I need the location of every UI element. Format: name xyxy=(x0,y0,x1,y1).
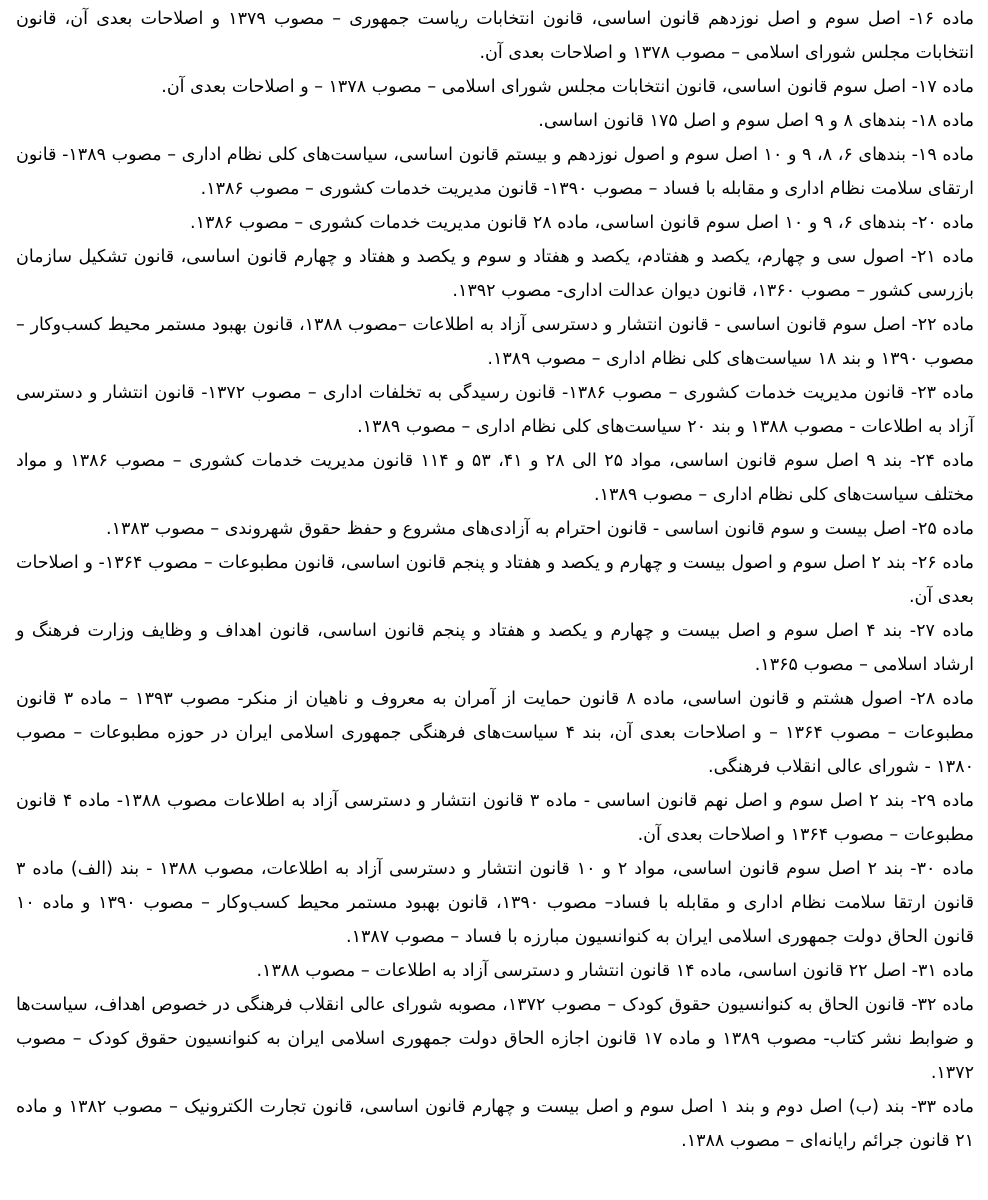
article-23: ماده ۲۳- قانون مدیریت خدمات کشوری – مصوب ۱۳۸۶- قانون رسیدگی به تخلفات اداری – مصوب ۱۳۷۲- قانون انتشار و دسترسی آزاد به اطلاعات - مصوب ۱۳۸۸ و بند ۲۰ سیاست‌های کلی نظام اداری – مصوب ۱۳۸۹. xyxy=(16,383,974,437)
article-29: ماده ۲۹- بند ۲ اصل سوم و اصل نهم قانون اساسی - ماده ۳ قانون انتشار و دسترسی آزاد به اطلاعات مصوب ۱۳۸۸- ماده ۴ قانون مطبوعات – مصوب ۱۳۶۴ و اصلاحات بعدی آن. xyxy=(16,791,974,845)
article-18: ماده ۱۸- بندهای ۸ و ۹ اصل سوم و اصل ۱۷۵ قانون اساسی. xyxy=(538,111,974,131)
article-19: ماده ۱۹- بندهای ۶، ۸، ۹ و ۱۰ اصل سوم و اصول نوزدهم و بیستم قانون اساسی، سیاست‌های کلی نظام اداری – مصوب ۱۳۸۹- قانون ارتقای سلامت نظام اداری و مقابله با فساد – مصوب ۱۳۹۰- قانون مدیریت خدمات کشوری – مصوب ۱۳۸۶. xyxy=(16,145,975,199)
article-22: ماده ۲۲- اصل سوم قانون اساسی - قانون انتشار و دسترسی آزاد به اطلاعات –مصوب ۱۳۸۸، قانون بهبود مستمر محیط کسب‌وکار – مصوب ۱۳۹۰ و بند ۱۸ سیاست‌های کلی نظام اداری – مصوب ۱۳۸۹. xyxy=(16,315,974,369)
article-24: ماده ۲۴- بند ۹ اصل سوم قانون اساسی، مواد ۲۵ الی ۲۸ و ۴۱، ۵۳ و ۱۱۴ قانون مدیریت خدمات کشوری – مصوب ۱۳۸۶ و مواد مختلف سیاست‌های کلی نظام اداری – مصوب ۱۳۸۹. xyxy=(16,451,975,505)
article-27: ماده ۲۷- بند ۴ اصل سوم و اصل بیست و چهارم و یکصد و هفتاد و پنجم قانون اساسی، قانون اهداف و وظایف وزارت فرهنگ و ارشاد اسلامی – مصوب ۱۳۶۵. xyxy=(16,621,974,675)
article-31: ماده ۳۱- اصل ۲۲ قانون اساسی، ماده ۱۴ قانون انتشار و دسترسی آزاد به اطلاعات – مصوب ۱۳۸۸. xyxy=(256,961,974,981)
article-30: ماده ۳۰- بند ۲ اصل سوم قانون اساسی، مواد ۲ و ۱۰ قانون انتشار و دسترسی آزاد به اطلاعات، مصوب ۱۳۸۸ - بند (الف) ماده ۳ قانون ارتقا سلامت نظام اداری و مقابله با فساد– مصوب ۱۳۹۰، قانون بهبود مستمر محیط کسب‌وکار – مصوب ۱۳۹۰ و ماده ۱۰ قانون الحاق دولت جمهوری اسلامی ایران به کنوانسیون مبارزه با فساد – مصوب ۱۳۸۷. xyxy=(16,859,975,947)
article-20: ماده ۲۰- بندهای ۶، ۹ و ۱۰ اصل سوم قانون اساسی، ماده ۲۸ قانون مدیریت خدمات کشوری – مصوب ۱۳۸۶. xyxy=(190,213,974,233)
article-26: ماده ۲۶- بند ۲ اصل سوم و اصول بیست و چهارم و یکصد و هفتاد و پنجم قانون اساسی، قانون مطبوعات – مصوب ۱۳۶۴- و اصلاحات بعدی آن. xyxy=(16,553,974,607)
article-28: ماده ۲۸- اصول هشتم و قانون اساسی، ماده ۸ قانون حمایت از آمران به معروف و ناهیان از منکر- مصوب ۱۳۹۳ – ماده ۳ قانون مطبوعات – مصوب ۱۳۶۴ – و اصلاحات بعدی آن، بند ۴ سیاست‌های فرهنگی جمهوری اسلامی ایران در حوزه مطبوعات – مصوب ۱۳۸۰ - شورای عالی انقلاب فرهنگی. xyxy=(16,689,974,777)
article-21: ماده ۲۱- اصول سی و چهارم، یکصد و هفتادم، یکصد و هفتاد و سوم و یکصد و هفتاد و چهارم قانون اساسی، قانون تشکیل سازمان بازرسی کشور – مصوب ۱۳۶۰، قانون دیوان عدالت اداری- مصوب ۱۳۹۲. xyxy=(16,247,975,301)
article-33: ماده ۳۳- بند (ب) اصل دوم و بند ۱ اصل سوم و اصل بیست و چهارم قانون اساسی، قانون تجارت الکترونیک – مصوب ۱۳۸۲ و ماده ۲۱ قانون جرائم رایانه‌ای – مصوب ۱۳۸۸. xyxy=(16,1097,975,1151)
article-16: ماده ۱۶- اصل سوم و اصل نوزدهم قانون اساسی، قانون انتخابات ریاست جمهوری – مصوب ۱۳۷۹ و اصلاحات بعدی آن، قانون انتخابات مجلس شورای اسلامی – مصوب ۱۳۷۸ و اصلاحات بعدی آن. xyxy=(16,9,975,63)
article-25: ماده ۲۵- اصل بیست و سوم قانون اساسی - قانون احترام به آزادی‌های مشروع و حفظ حقوق شهروندی – مصوب ۱۳۸۳. xyxy=(106,519,974,539)
article-17: ماده ۱۷- اصل سوم قانون اساسی، قانون انتخابات مجلس شورای اسلامی – مصوب ۱۳۷۸ – و اصلاحات بعدی آن. xyxy=(161,77,974,97)
article-32: ماده ۳۲- قانون الحاق به کنوانسیون حقوق کودک – مصوب ۱۳۷۲، مصوبه شورای عالی انقلاب فرهنگی در خصوص اهداف، سیاست‌ها و ضوابط نشر کتاب- مصوب ۱۳۸۹ و ماده ۱۷ قانون اجازه الحاق دولت جمهوری اسلامی ایران به کنوانسیون حقوق کودک – مصوب ۱۳۷۲. xyxy=(16,995,974,1083)
